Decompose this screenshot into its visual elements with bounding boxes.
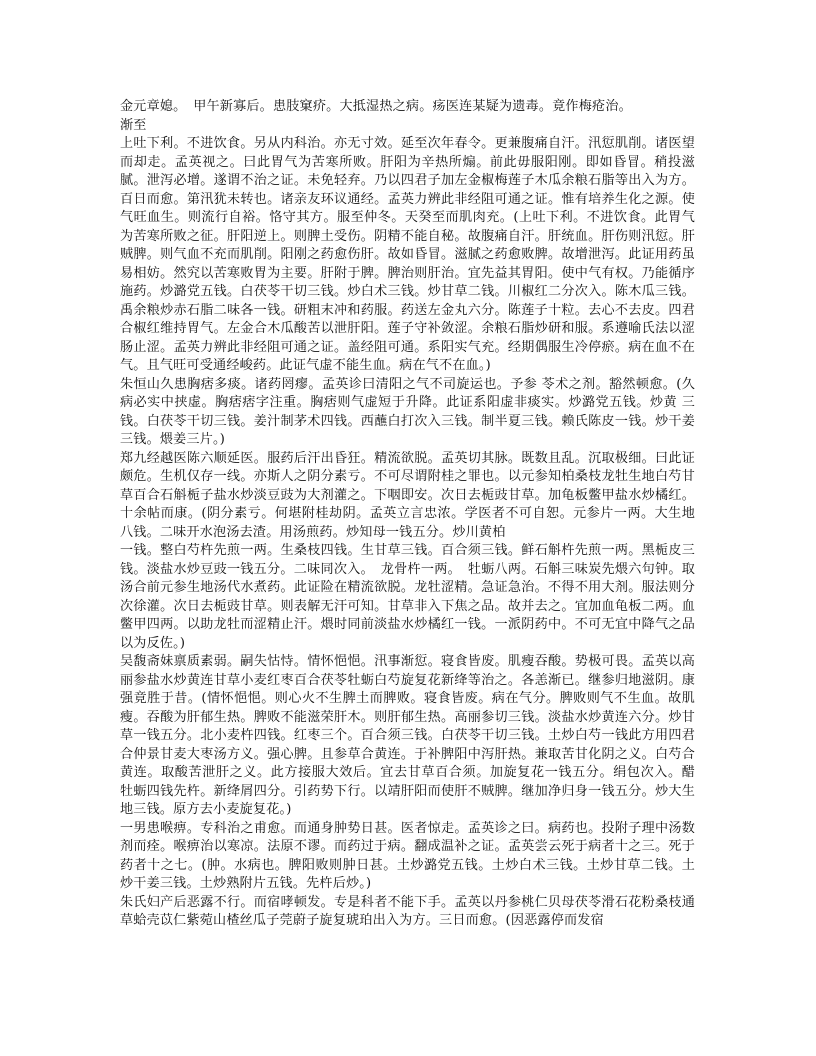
text-line: 渐至 <box>120 117 147 133</box>
text-paragraph: 朱氏妇产后恶露不行。而宿哮顿发。专是科者不能下手。孟英以丹参桃仁贝母茯苓滑石花粉桑枝通草蛤壳苡仁紫菀山楂丝瓜子莞蔚子旋复琥珀出入为方。三日而愈。(因恶露停而发宿 <box>120 894 695 928</box>
text-paragraph: 一钱。整白芍杵先煎一两。生桑枝四钱。生甘草三钱。百合须三钱。鲜石斛杵先煎一两。黑栀皮三钱。淡盐水炒豆豉一钱五分。二味同次入。 龙骨杵一两。 牡蛎八两。石斛三味炭先煨六句钟。取汤合前元参生地汤代水煮药。此证险在精流欲脱。龙牡涩精。急证急治。不得不用大剂。服法则分次徐灌。次日去栀豉甘草。则表解无汗可知。甘草非入下焦之品。故并去之。宜加血龟板二两。血鳖甲四两。以助龙牡而涩精止汗。煨时同前淡盐水炒橘红一钱。一派阴药中。不可无宜中降气之品以为反佐。) <box>120 543 695 651</box>
text-paragraph: 吴馥斋妹禀质素弱。嗣失怙恃。情怀悒悒。汛事渐愆。寝食皆废。肌瘦吞酸。势极可畏。孟英以高丽参盐水炒黄连甘草小麦红枣百合茯苓牡蛎白芍旋复花新绛等治之。各恙渐已。继参归地滋阴。康强竟胜于昔。(情怀悒悒。则心火不生脾土而脾败。寝食皆废。病在气分。脾败则气不生血。故肌瘦。吞酸为肝郁生热。脾败不能滋荣肝木。则肝郁生热。高丽参切三钱。淡盐水炒黄连六分。炒甘草一钱五分。北小麦杵四钱。红枣三个。百合须三钱。白茯苓干切三钱。土炒白芍一钱此方用四君合仲景甘麦大枣汤方义。强心脾。且参草合黄连。于补脾阳中泻肝热。兼取苦甘化阴之义。白芍合黄连。取酸苦泄肝之义。此方接服大效后。宜去甘草百合须。加旋复花一钱五分。绢包次入。醋 牡蛎四钱先杵。新绛屑四分。引药势下行。以靖肝阳而使肝不贼脾。继加净归身一钱五分。炒大生地三钱。原方去小麦旋复花。) <box>120 654 695 817</box>
text-paragraph: 上吐下利。不进饮食。另从内科治。亦无寸效。延至次年春令。更兼腹痛自汗。汛愆肌削。诸医望而却走。孟英视之。曰此胃气为苦寒所败。肝阳为辛热所煽。前此毋服阳刚。即如昏冒。稍投滋腻。泄泻必增。遂谓不治之证。未免轻弃。乃以四君子加左金椒梅莲子木瓜余粮石脂等出入为方。百日而愈。第汛犹未转也。诸亲友环议通经。孟英力辨此非经阻可通之证。惟有培养生化之源。使气旺血生。则流行自裕。恪守其方。服至仲冬。天癸至而肌肉充。(上吐下利。不进饮食。此胃气为苦寒所败之征。肝阳逆上。则脾土受伤。阴精不能自秘。故腹痛自汗。肝统血。肝伤则汛愆。肝贼脾。则气血不充而肌削。阳刚之药愈伤肝。故如昏冒。滋腻之药愈败脾。故增泄泻。此证用药虽易相妨。然究以苦寒败胃为主要。肝附于脾。脾治则肝治。宜先益其胃阳。使中气有权。乃能循序施药。炒潞党五钱。白茯苓干切三钱。炒白术三钱。炒甘草二钱。川椒红二分次入。陈木瓜三钱。禹余粮炒赤石脂二味各一钱。研粗末冲和药服。药送左金丸六分。陈莲子十粒。去心不去皮。四君合椒红维持胃气。左金合木瓜酸苦以泄肝阳。莲子守补敛涩。余粮石脂炒研和服。系遵喻氏法以涩肠止涩。孟英力辨此非经阻可通之证。盖经阻可通。系阳实气充。经期偶服生冷停瘀。病在血不在气。且气旺可受通经峻药。此证气虚不能生血。病在气不在血。) <box>120 136 695 373</box>
text-paragraph: 郑九经越医陈六顺延医。服药后汗出昏狂。精流欲脱。孟英切其脉。既数且乱。沉取极细。曰此证颇危。生机仅存一线。亦斯人之阴分素亏。不可尽谓附桂之罪也。以元参知柏桑枝龙牡生地白芍甘草百合石斛栀子盐水炒淡豆豉为大剂灌之。下咽即安。次日去栀豉甘草。加龟板鳖甲盐水炒橘红。十余帖而康。(阴分素亏。何堪附桂劫阴。孟英立言忠浓。学医者不可自恕。元参片一两。大生地八钱。二味开水泡汤去渣。用汤煎药。炒知母一钱五分。炒川黄柏 <box>120 450 695 540</box>
text-paragraph: 朱恒山久患胸痞多痰。诸药罔瘳。孟英诊曰清阳之气不司旋运也。予参 苓术之剂。豁然顿愈。(久病必实中挟虚。胸痞痞字注重。胸痞则气虚短于升降。此证系阳虚非痰实。炒潞党五钱。炒黄 三钱。白茯苓干切三钱。姜汁制茅术四钱。西蘸白打次入三钱。制半夏三钱。赖氏陈皮一钱。炒干姜三钱。煨姜三片。) <box>120 376 695 447</box>
document-page <box>120 98 695 931</box>
text-line: 金元章媳。 甲午新寡后。患肢窠疥。大抵湿热之病。疡医连某疑为遗毒。竟作梅疮治。 <box>120 99 632 114</box>
text-paragraph: 一男患喉痹。专科治之甫愈。而通身肿势日甚。医者惊走。孟英诊之曰。病药也。投附子理中汤数剂而痊。喉痹治以寒凉。法原不谬。而药过于病。翻成温补之证。孟英尝云死于病者十之三。死于药者十之七。(肿。水病也。脾阳败则肿日甚。土炒潞党五钱。土炒白术三钱。土炒甘草二钱。土炒干姜三钱。土炒熟附片五钱。先杵后炒。) <box>120 820 695 891</box>
